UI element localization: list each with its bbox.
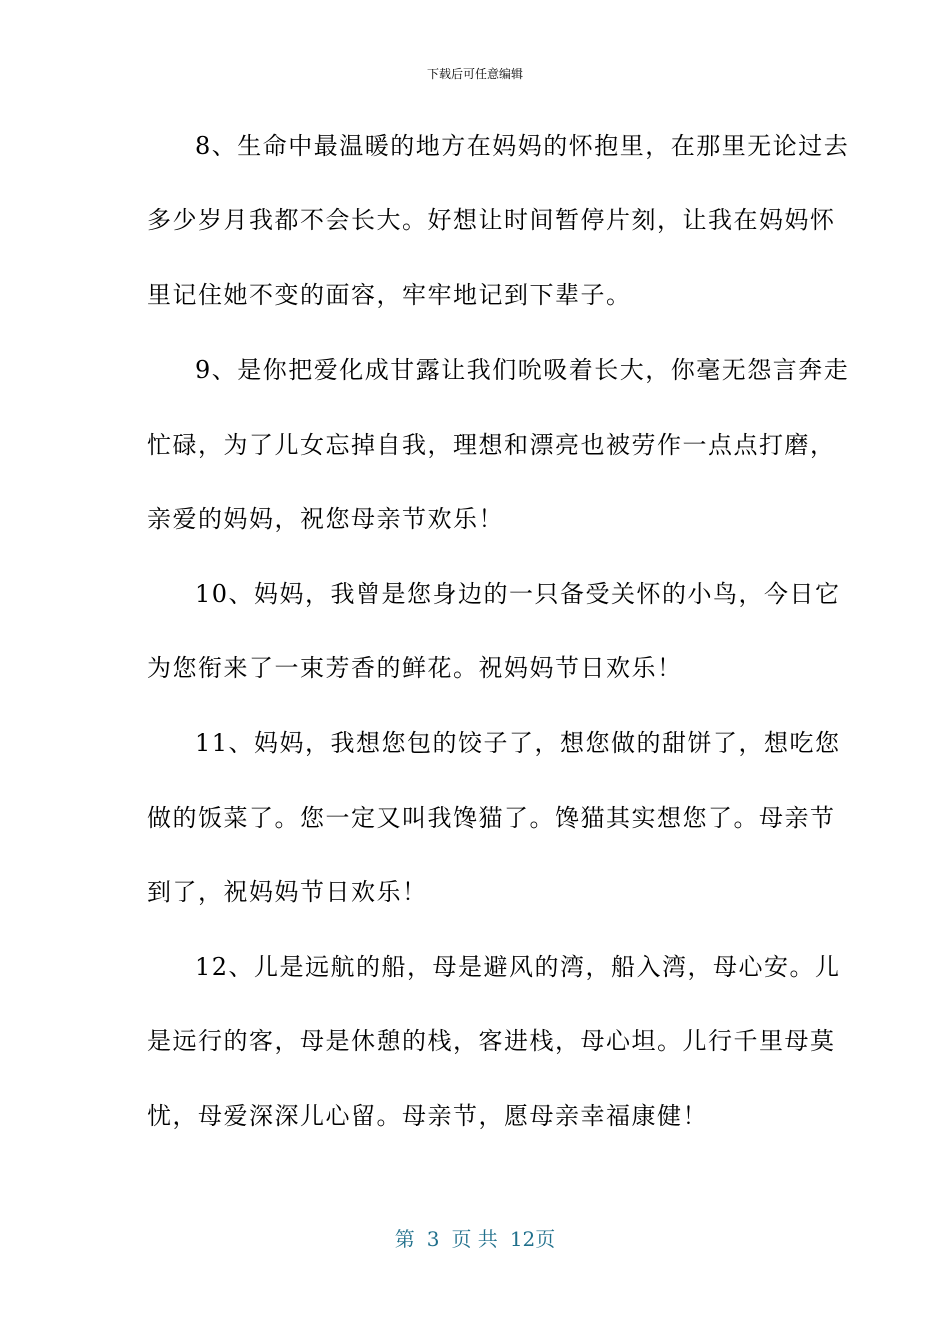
paragraph-line: 里记住她不变的面容，牢牢地记到下辈子。 — [147, 281, 632, 309]
paragraph-line: 10、妈妈，我曾是您身边的一只备受关怀的小鸟，今日它 — [195, 580, 841, 608]
paragraph-line: 忧，母爱深深儿心留。母亲节，愿母亲幸福康健！ — [147, 1102, 708, 1130]
page-header: 下载后可任意编辑 — [426, 67, 523, 81]
current-page-number: 3 — [426, 1227, 440, 1251]
footer-suffix: 页 — [535, 1227, 556, 1251]
total-page-number: 12 — [509, 1227, 536, 1251]
paragraph-line: 做的饭菜了。您一定又叫我馋猫了。馋猫其实想您了。母亲节 — [147, 804, 836, 832]
paragraph-line: 是远行的客，母是休憩的栈，客进栈，母心坦。儿行千里母莫 — [147, 1027, 836, 1055]
paragraph-line: 忙碌，为了儿女忘掉自我，理想和漂亮也被劳作一点点打磨， — [147, 431, 836, 459]
paragraph-line: 11、妈妈，我想您包的饺子了，想您做的甜饼了，想吃您 — [195, 729, 841, 757]
paragraph-line: 9、是你把爱化成甘露让我们吮吸着长大，你毫无怨言奔走 — [195, 356, 850, 384]
paragraph-line: 亲爱的妈妈，祝您母亲节欢乐！ — [147, 505, 504, 533]
paragraph-line: 8、生命中最温暖的地方在妈妈的怀抱里，在那里无论过去 — [195, 132, 850, 160]
paragraph-line: 12、儿是远航的船，母是避风的湾，船入湾，母心安。儿 — [195, 953, 841, 981]
page-footer — [0, 1225, 950, 1253]
paragraph-line: 为您衔来了一束芳香的鲜花。祝妈妈节日欢乐！ — [147, 654, 683, 682]
footer-prefix: 第 — [394, 1227, 415, 1251]
footer-middle: 页 共 — [451, 1227, 498, 1251]
paragraph-line: 到了，祝妈妈节日欢乐！ — [147, 878, 428, 906]
paragraph-line: 多少岁月我都不会长大。好想让时间暂停片刻，让我在妈妈怀 — [147, 206, 836, 234]
